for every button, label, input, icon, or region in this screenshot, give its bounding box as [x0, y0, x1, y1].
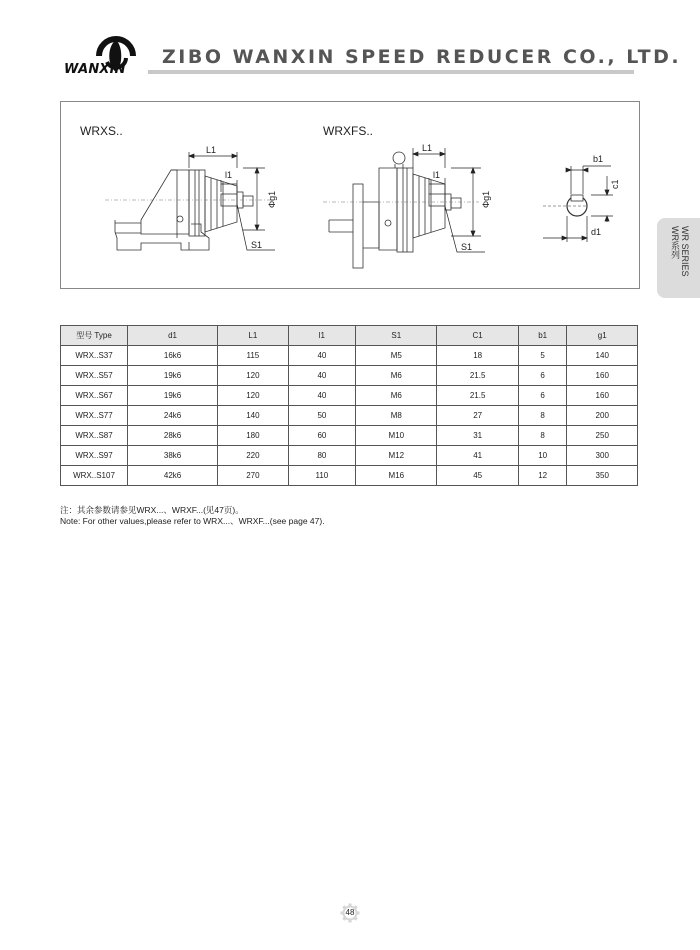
col-C1: C1 [437, 326, 518, 346]
cell-L1: 220 [218, 446, 288, 466]
side-tab-line1: WR SERIES [680, 226, 690, 277]
table-header-row [61, 326, 638, 346]
cell-b1: 6 [518, 386, 567, 406]
company-name: ZIBO WANXIN SPEED REDUCER CO., LTD. [162, 46, 682, 68]
table-row [61, 406, 638, 426]
cell-L1: 120 [218, 366, 288, 386]
cell-g1: 160 [567, 386, 638, 406]
logo-wordmark: WANXIN [64, 62, 126, 77]
cell-C1: 18 [437, 346, 518, 366]
cell-L1: 270 [218, 466, 288, 486]
col-type: 型号 Type [61, 326, 128, 346]
cell-l1: 80 [288, 446, 356, 466]
cell-L1: 180 [218, 426, 288, 446]
cell-b1: 8 [518, 426, 567, 446]
table-row [61, 386, 638, 406]
cell-type: WRX..S77 [61, 406, 128, 426]
page-number-badge [340, 903, 360, 923]
cell-d1: 24k6 [128, 406, 218, 426]
wrxs-reducer-drawing [115, 170, 253, 250]
col-d1: d1 [128, 326, 218, 346]
dim-l1-right: l1 [433, 170, 441, 180]
cell-g1: 350 [567, 466, 638, 486]
dim-l1-left: l1 [225, 170, 233, 180]
cell-d1: 19k6 [128, 366, 218, 386]
dim-b1: b1 [593, 154, 604, 164]
cell-S1: M8 [356, 406, 437, 426]
side-tab-text [670, 226, 690, 277]
cell-type: WRX..S67 [61, 386, 128, 406]
cell-l1: 40 [288, 346, 356, 366]
cell-type: WRX..S57 [61, 366, 128, 386]
cell-d1: 38k6 [128, 446, 218, 466]
cell-S1: M6 [356, 366, 437, 386]
dim-g1-right: Φg1 [481, 190, 491, 208]
series-side-tab [657, 218, 700, 298]
cell-type: WRX..S97 [61, 446, 128, 466]
cell-g1: 200 [567, 406, 638, 426]
col-S1: S1 [356, 326, 437, 346]
cell-C1: 21.5 [437, 386, 518, 406]
table-row [61, 426, 638, 446]
note-chinese: 注：其余参数请参见WRX...、WRXF...(见47页)。 [60, 505, 244, 515]
cell-C1: 21.5 [437, 366, 518, 386]
cell-type: WRX..S107 [61, 466, 128, 486]
page-number: 48 [345, 908, 355, 917]
side-tab-line2: WR系列 [670, 226, 680, 259]
wrxfs-reducer-drawing [329, 152, 461, 268]
cell-b1: 10 [518, 446, 567, 466]
cell-d1: 28k6 [128, 426, 218, 446]
cell-S1: M10 [356, 426, 437, 446]
note-english: Note: For other values,please refer to WRX...、WRXF...(see page 47). [60, 516, 325, 526]
cell-C1: 45 [437, 466, 518, 486]
col-g1: g1 [567, 326, 638, 346]
dim-g1-left: Φg1 [267, 190, 277, 208]
dim-L1-left: L1 [206, 145, 217, 155]
cell-l1: 110 [288, 466, 356, 486]
cell-L1: 120 [218, 386, 288, 406]
table-row [61, 446, 638, 466]
cell-b1: 5 [518, 346, 567, 366]
cell-g1: 160 [567, 366, 638, 386]
cell-L1: 140 [218, 406, 288, 426]
cell-g1: 140 [567, 346, 638, 366]
technical-drawings [61, 102, 639, 288]
table-row [61, 466, 638, 486]
cell-S1: M16 [356, 466, 437, 486]
cell-l1: 60 [288, 426, 356, 446]
header-rule [148, 70, 634, 74]
cell-g1: 300 [567, 446, 638, 466]
cell-C1: 41 [437, 446, 518, 466]
cell-b1: 6 [518, 366, 567, 386]
cell-C1: 31 [437, 426, 518, 446]
cell-l1: 40 [288, 386, 356, 406]
cell-b1: 12 [518, 466, 567, 486]
cell-g1: 250 [567, 426, 638, 446]
cell-d1: 19k6 [128, 386, 218, 406]
cell-S1: M5 [356, 346, 437, 366]
table-row [61, 366, 638, 386]
shaft-section-drawing [567, 195, 587, 216]
cell-type: WRX..S37 [61, 346, 128, 366]
cell-S1: M6 [356, 386, 437, 406]
cell-d1: 16k6 [128, 346, 218, 366]
cell-l1: 50 [288, 406, 356, 426]
cell-b1: 8 [518, 406, 567, 426]
dim-c1: c1 [610, 179, 620, 189]
dim-S1-right: S1 [461, 242, 473, 252]
col-b1: b1 [518, 326, 567, 346]
cell-C1: 27 [437, 406, 518, 426]
dim-L1-right: L1 [422, 143, 433, 153]
cell-l1: 40 [288, 366, 356, 386]
cell-type: WRX..S87 [61, 426, 128, 446]
table-row [61, 346, 638, 366]
col-l1: l1 [288, 326, 356, 346]
dim-d1: d1 [591, 227, 602, 237]
drawing-panel [60, 101, 640, 289]
cell-L1: 115 [218, 346, 288, 366]
cell-d1: 42k6 [128, 466, 218, 486]
wrxs-label: WRXS.. [80, 124, 123, 138]
dimension-table [60, 325, 638, 486]
col-L1: L1 [218, 326, 288, 346]
cell-S1: M12 [356, 446, 437, 466]
dim-S1-left: S1 [251, 240, 263, 250]
wrxfs-label: WRXFS.. [323, 124, 373, 138]
